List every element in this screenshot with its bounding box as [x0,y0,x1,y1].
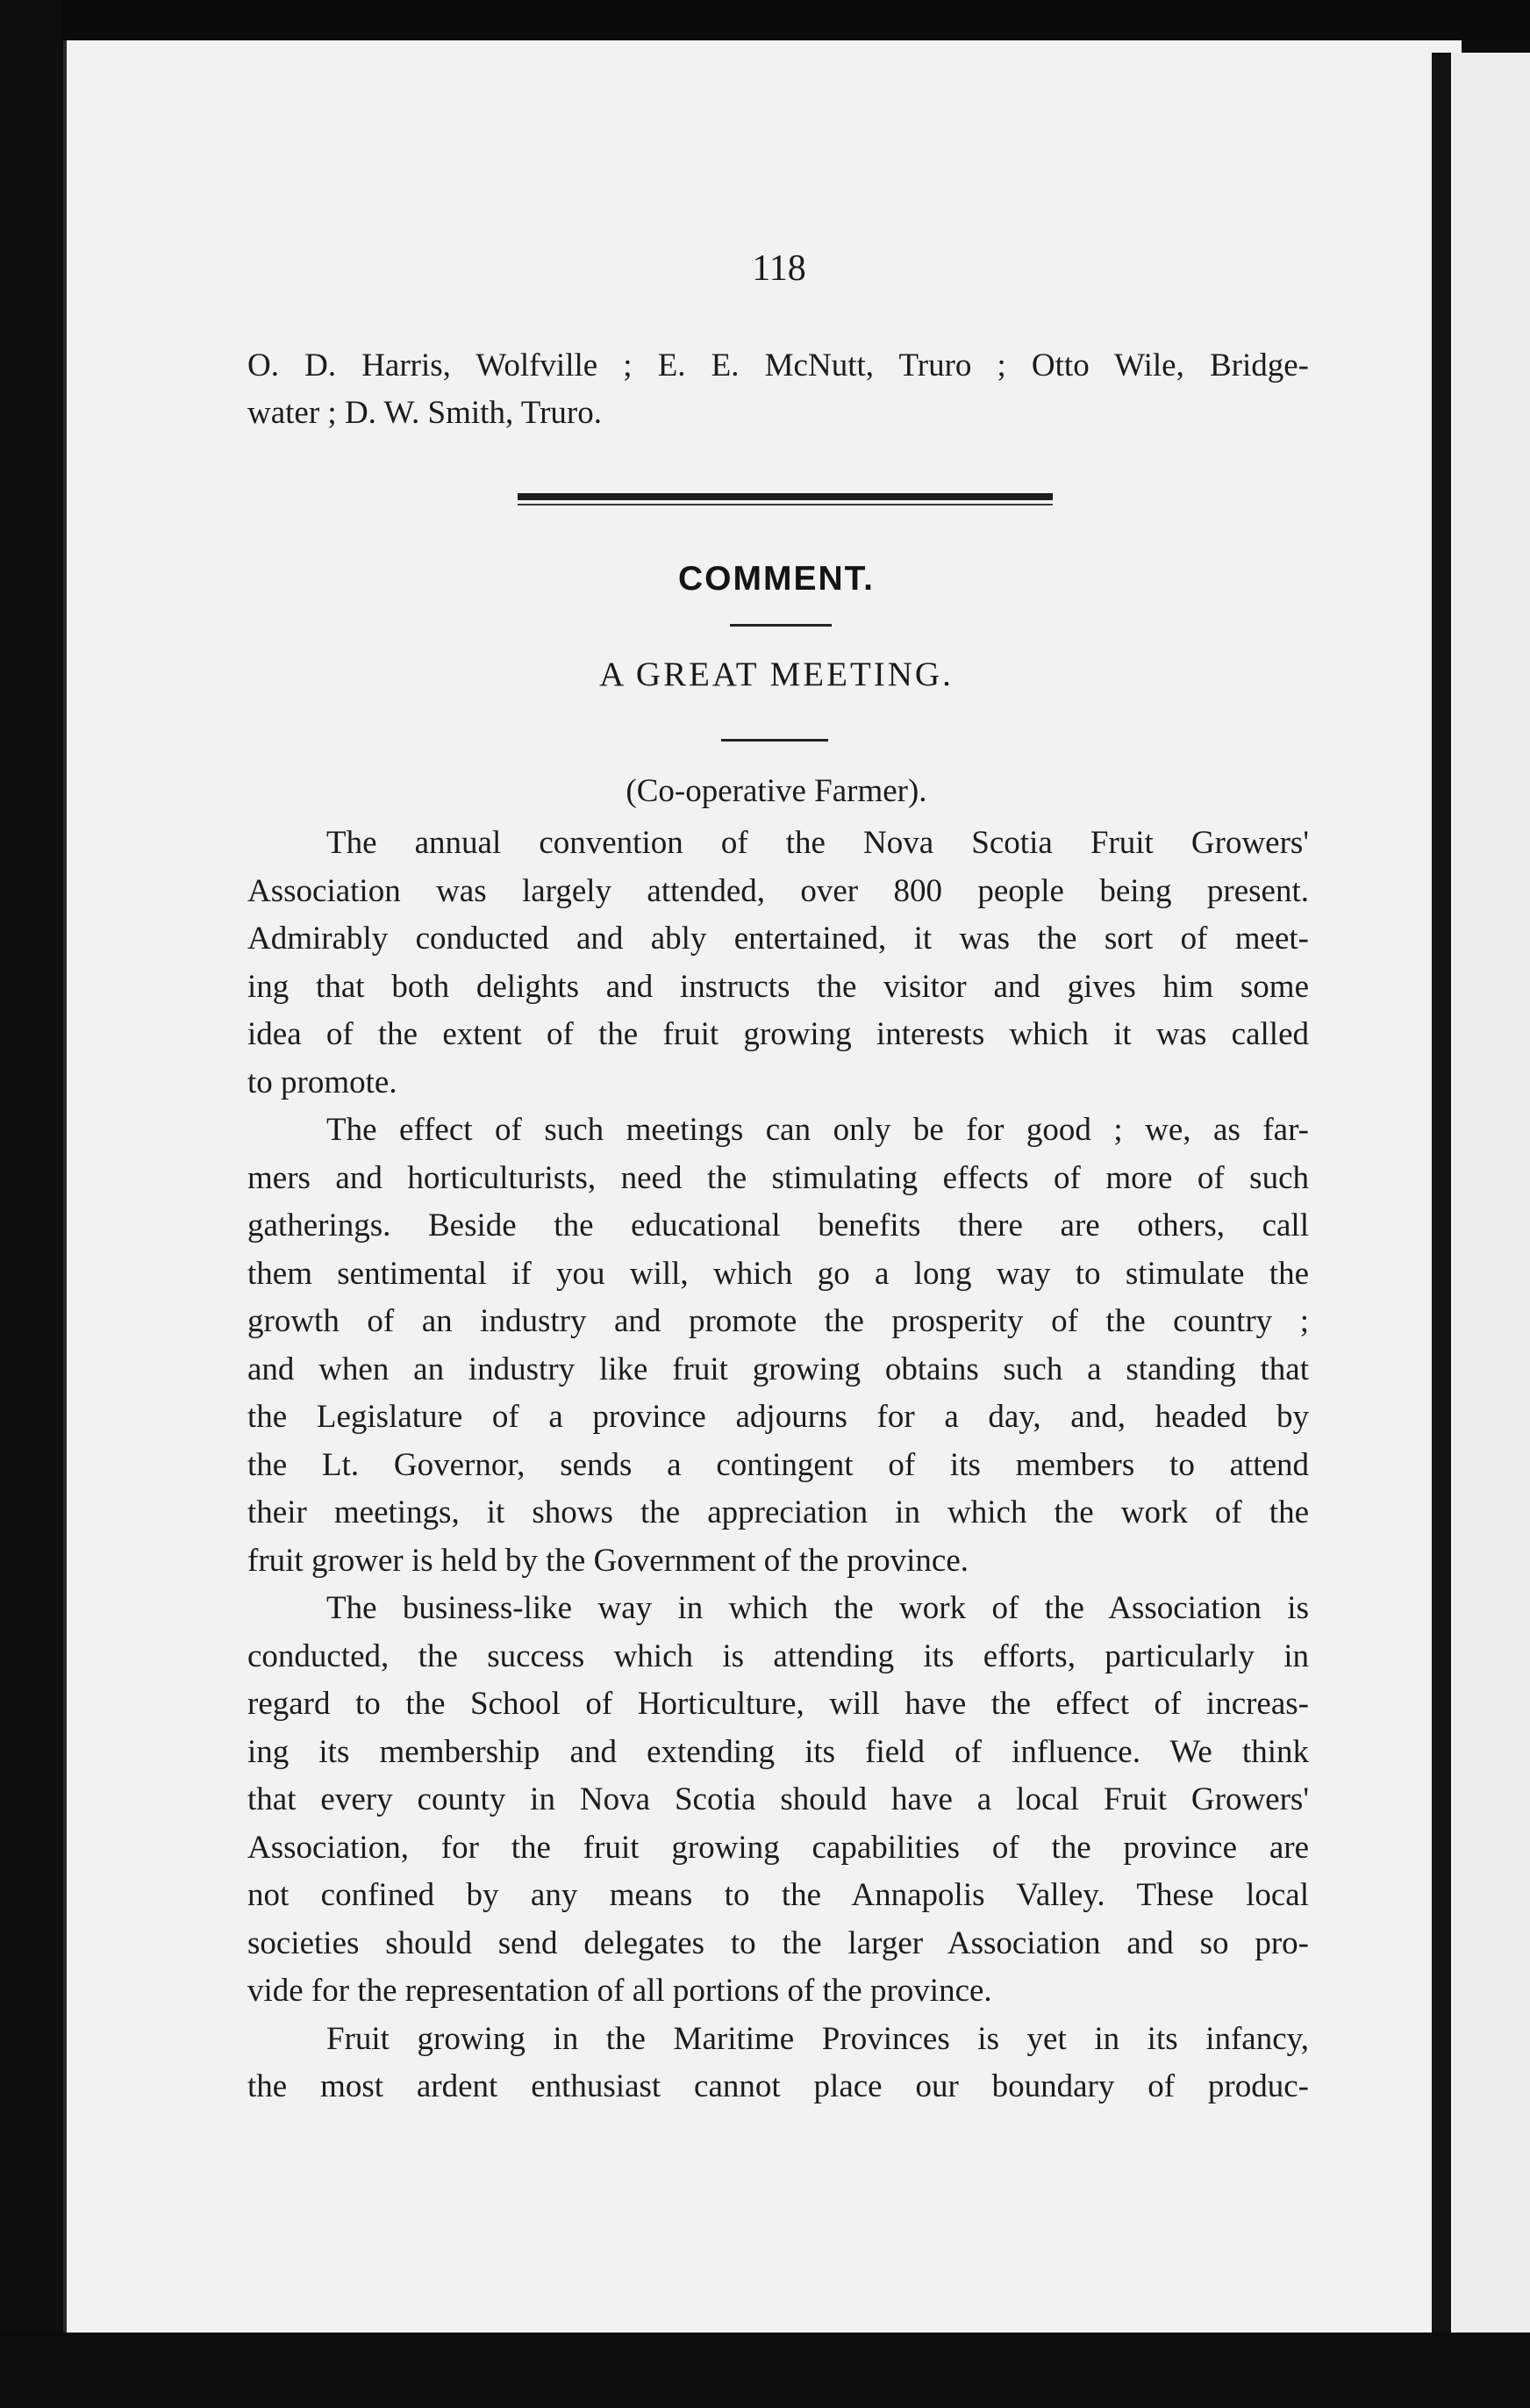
body-line: that every county in Nova Scotia should have a local Fruit Growers' [247,1781,1309,1817]
article-title: A GREAT MEETING. [599,656,954,693]
scan-border-bottom [0,2333,1530,2408]
body-line: their meetings, it shows the appreciation in which the work of the [247,1494,1309,1530]
adjacent-page-edge [1453,53,1530,2352]
body-line: mers and horticulturists, need the stimulating effects of more of such [247,1159,1309,1196]
body-line: the most ardent enthusiast cannot place our boundary of produc- [247,2068,1309,2104]
intro-line: O. D. Harris, Wolfville ; E. E. McNutt, Truro ; Otto Wile, Bridge- [247,348,1309,383]
body-line: The annual convention of the Nova Scotia Fruit Growers' [326,825,1309,861]
body-line: and when an industry like fruit growing obtains such a standing that [247,1351,1309,1387]
body-line: gatherings. Beside the educational benefits there are others, call [247,1208,1309,1243]
body-line: fruit grower is held by the Government of the province. [247,1542,969,1579]
page-gutter [1432,53,1451,2334]
body-line: Association was largely attended, over 800 people being present. [247,872,1309,909]
article-source: (Co-operative Farmer). [626,773,927,809]
body-line: conducted, the success which is attending its efforts, particularly in [247,1638,1309,1674]
section-heading: COMMENT. [678,560,875,598]
body-line: The effect of such meetings can only be for good ; we, as far- [326,1112,1309,1148]
body-line: them sentimental if you will, which go a long way to stimulate the [247,1255,1309,1292]
body-line: regard to the School of Horticulture, will have the effect of increas- [247,1686,1309,1722]
scan-border-left [0,0,61,2408]
body-line: the Legislature of a province adjourns for a day, and, headed by [247,1399,1309,1435]
body-line: growth of an industry and promote the prosperity of the country ; [247,1303,1309,1339]
intro-line: water ; D. W. Smith, Truro. [247,395,602,431]
section-divider [518,493,1053,500]
body-line: societies should send delegates to the larger Association and so pro- [247,1924,1309,1961]
title-rule [721,739,828,742]
body-line: the Lt. Governor, sends a contingent of its members to attend [247,1446,1309,1483]
body-line: to promote. [247,1064,397,1100]
section-divider-thin [518,504,1053,505]
body-line: not confined by any means to the Annapolis Valley. These local [247,1877,1309,1913]
body-line: ing that both delights and instructs the visitor and gives him some [247,968,1309,1005]
body-line: vide for the representation of all portions of the province. [247,1973,992,2009]
body-line: idea of the extent of the fruit growing interests which it was called [247,1016,1309,1052]
scan-border-top [0,0,1530,42]
body-line: Fruit growing in the Maritime Provinces is yet in its infancy, [326,2020,1309,2057]
page-number: 118 [752,248,806,289]
body-line: Admirably conducted and ably entertained, it was the sort of meet- [247,921,1309,957]
body-line: Association, for the fruit growing capabilities of the province are [247,1829,1309,1866]
body-line: The business-like way in which the work of the Association is [326,1590,1309,1626]
body-line: ing its membership and extending its field of influence. We think [247,1733,1309,1770]
heading-rule [730,624,832,627]
